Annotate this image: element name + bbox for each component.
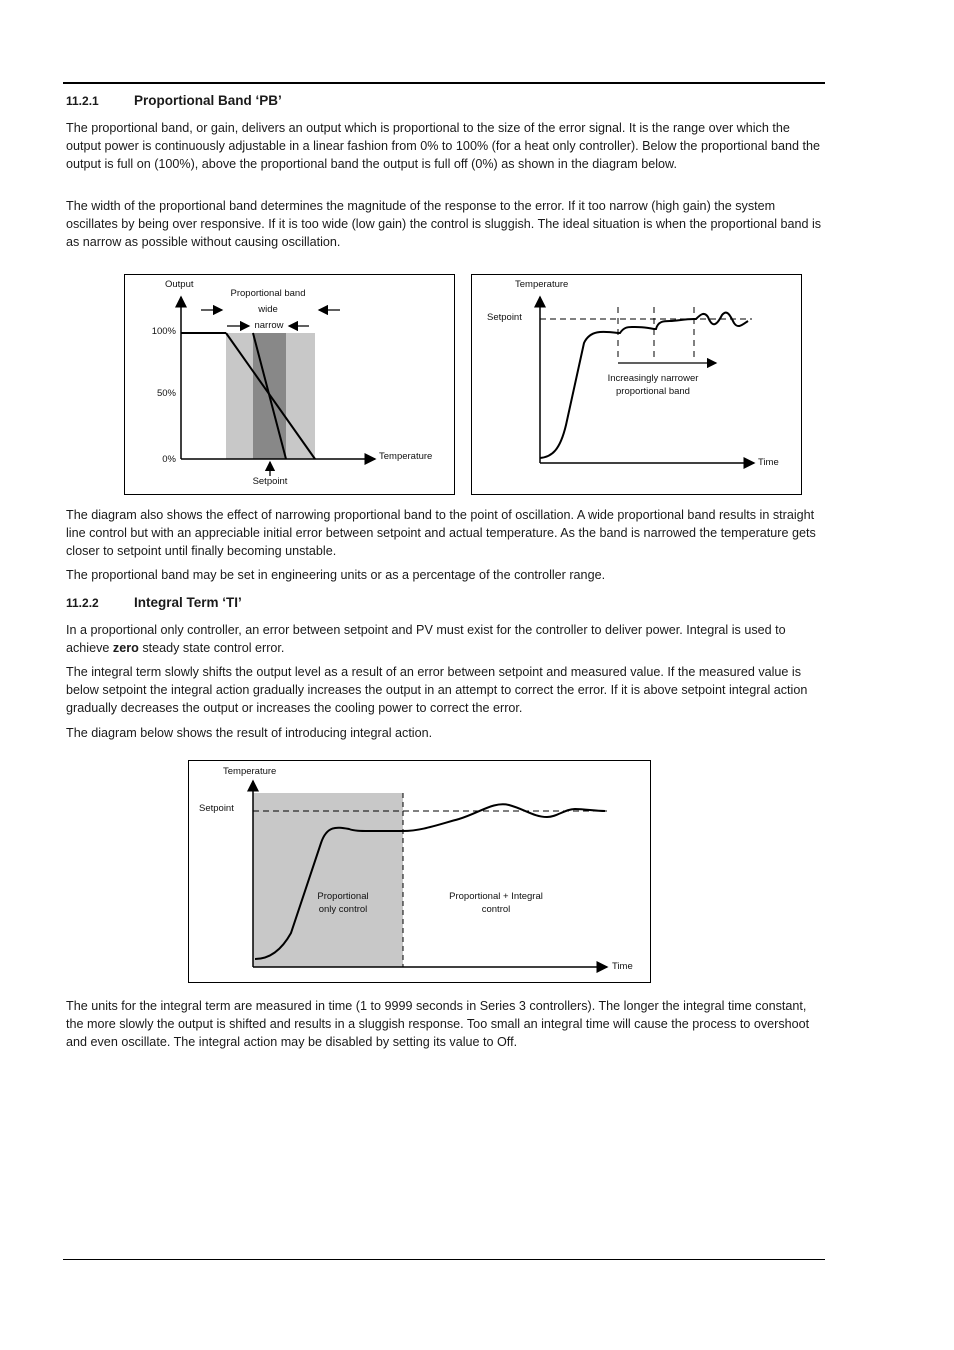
time-axis-label: Time — [612, 961, 633, 972]
paragraph-pb-units: The proportional band may be set in engineering units or as a percentage of the controller range. — [66, 568, 606, 582]
figure-proportional-band — [124, 274, 455, 495]
proportional-integral-label-line2: control — [481, 904, 511, 915]
tick-50-label: 50% — [156, 388, 176, 399]
tick-0-label: 0% — [162, 454, 176, 465]
paragraph-ti-shift: The integral term slowly shifts the output level as a result of an error between setpoint and measured value. If the measured value is below setpoint the integral action gradually increases the output in an attempt to correct the error. If it is above setpoint integral action gradually decreases the output or increases the cooling power to correct the error. — [66, 665, 808, 715]
ti-intro-text-end: steady state control error. — [138, 640, 285, 655]
narrower-band-label-line1: Increasingly narrower — [607, 373, 699, 384]
paragraph-ti-units: The units for the integral term are measured in time (1 to 9999 seconds in Series 3 controllers). The longer the integral time constant, the more slowly the output is shifted and results in a sluggish response. Too small an integral time will cause the process to overshoot and even oscillate. The integral action may be disabled by setting its value to Off. — [66, 999, 810, 1049]
setpoint-label: Setpoint — [199, 803, 234, 814]
paragraph-pb-intro: The proportional band, or gain, delivers an output which is proportional to the size of the error signal. It is the range over which the output power is continuously adjustable in a linear fashion from 0% to 100% (for a heat only controller). Below the proportional band the output is full on (100%), above the proportional band the output is full off (0%) as shown in the diagram below. — [66, 121, 820, 171]
setpoint-label: Setpoint — [252, 476, 288, 487]
setpoint-label: Setpoint — [487, 312, 522, 323]
proportional-only-region — [253, 793, 403, 967]
temperature-axis-label: Temperature — [515, 279, 569, 290]
temperature-axis-label: Temperature — [379, 451, 433, 462]
wide-label: wide — [258, 304, 278, 315]
narrower-band-label-line2: proportional band — [616, 386, 690, 397]
section-number: 11.2.1 — [66, 94, 99, 108]
proportional-only-label-line1: Proportional — [317, 891, 369, 902]
paragraph-ti-diagram: The diagram below shows the result of introducing integral action. — [66, 726, 433, 740]
paragraph-pb-width: The width of the proportional band determines the magnitude of the response to the error. If it too narrow (high gain) the system oscillates by being over responsive. If it is too wide (low gain) the control is sluggish. The ideal situation is when the proportional band is as narrow as possible without causing oscillation. — [66, 199, 822, 249]
temperature-axis-label: Temperature — [223, 766, 277, 777]
proportional-only-label-line2: only control — [318, 904, 368, 915]
header-rule — [63, 82, 825, 84]
output-axis-label: Output — [165, 279, 194, 290]
proportional-integral-label-line1: Proportional + Integral — [449, 891, 543, 902]
section-title: Proportional Band ‘PB’ — [134, 93, 282, 108]
proportional-band-label: Proportional band — [230, 288, 306, 299]
section-number: 11.2.2 — [66, 596, 99, 610]
section-heading-ti — [66, 595, 242, 610]
paragraph-pb-effect: The diagram also shows the effect of narrowing proportional band to the point of oscillation. A wide proportional band results in straight line control but with an appreciable initial error between setpoint and actual temperature. As the band is narrowed the temperature gets closer to setpoint until finally becoming unstable. — [66, 508, 816, 558]
section-title: Integral Term ‘TI’ — [134, 595, 242, 610]
paragraph-ti-intro — [66, 622, 826, 658]
section-heading-pb — [66, 93, 282, 108]
ti-intro-bold: zero — [112, 640, 139, 655]
time-axis-label: Time — [758, 457, 779, 468]
ti-intro-text: In a proportional only controller, an error between setpoint and PV must exist for the controller to deliver power. Integral is used to achieve — [66, 623, 786, 655]
footer-rule — [63, 1259, 825, 1260]
figure-integral-action — [188, 760, 651, 983]
figure-narrowing-band — [471, 274, 802, 495]
narrow-label: narrow — [254, 320, 284, 331]
tick-100-label: 100% — [151, 326, 176, 337]
